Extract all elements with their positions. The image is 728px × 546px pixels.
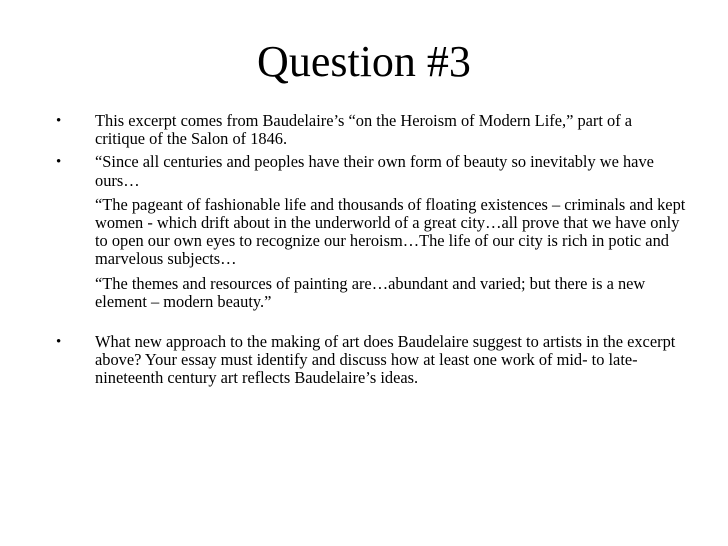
quote-paragraph-pageant: “The pageant of fashionable life and thousands of floating existences – criminals and kept women - which drift about in the underworld of a great city…all prove that we have only to open our own eyes to recognize our heroism…The life of our city is rich in potic and marvelous subjects…	[95, 194, 686, 269]
bullet-text: This excerpt comes from Baudelaire’s “on the Heroism of Modern Life,” part of a critique of the Salon of 1846.	[95, 111, 633, 149]
slide-title: Question #3	[257, 37, 471, 86]
bullet-text: What new approach to the making of art does Baudelaire suggest to artists in the excerpt above? Your essay must identify and discuss how at least one work of mid- to late-nineteenth century art reflects Baudelaire’s ideas.	[95, 332, 676, 388]
slide-body	[56, 112, 686, 388]
bullet-item-quote	[56, 153, 686, 189]
bullet-text: “Since all centuries and peoples have their own form of beauty so inevitably we have ours…	[95, 152, 654, 190]
quote-paragraph-themes: “The themes and resources of painting are…abundant and varied; but there is a new element – modern beauty.”	[95, 273, 646, 311]
bullet-item-question	[56, 333, 686, 388]
bullet-marker: •	[56, 154, 62, 171]
bullet-marker: •	[56, 113, 62, 129]
bullet-marker: •	[56, 334, 62, 351]
bullet-item-source	[56, 112, 686, 148]
